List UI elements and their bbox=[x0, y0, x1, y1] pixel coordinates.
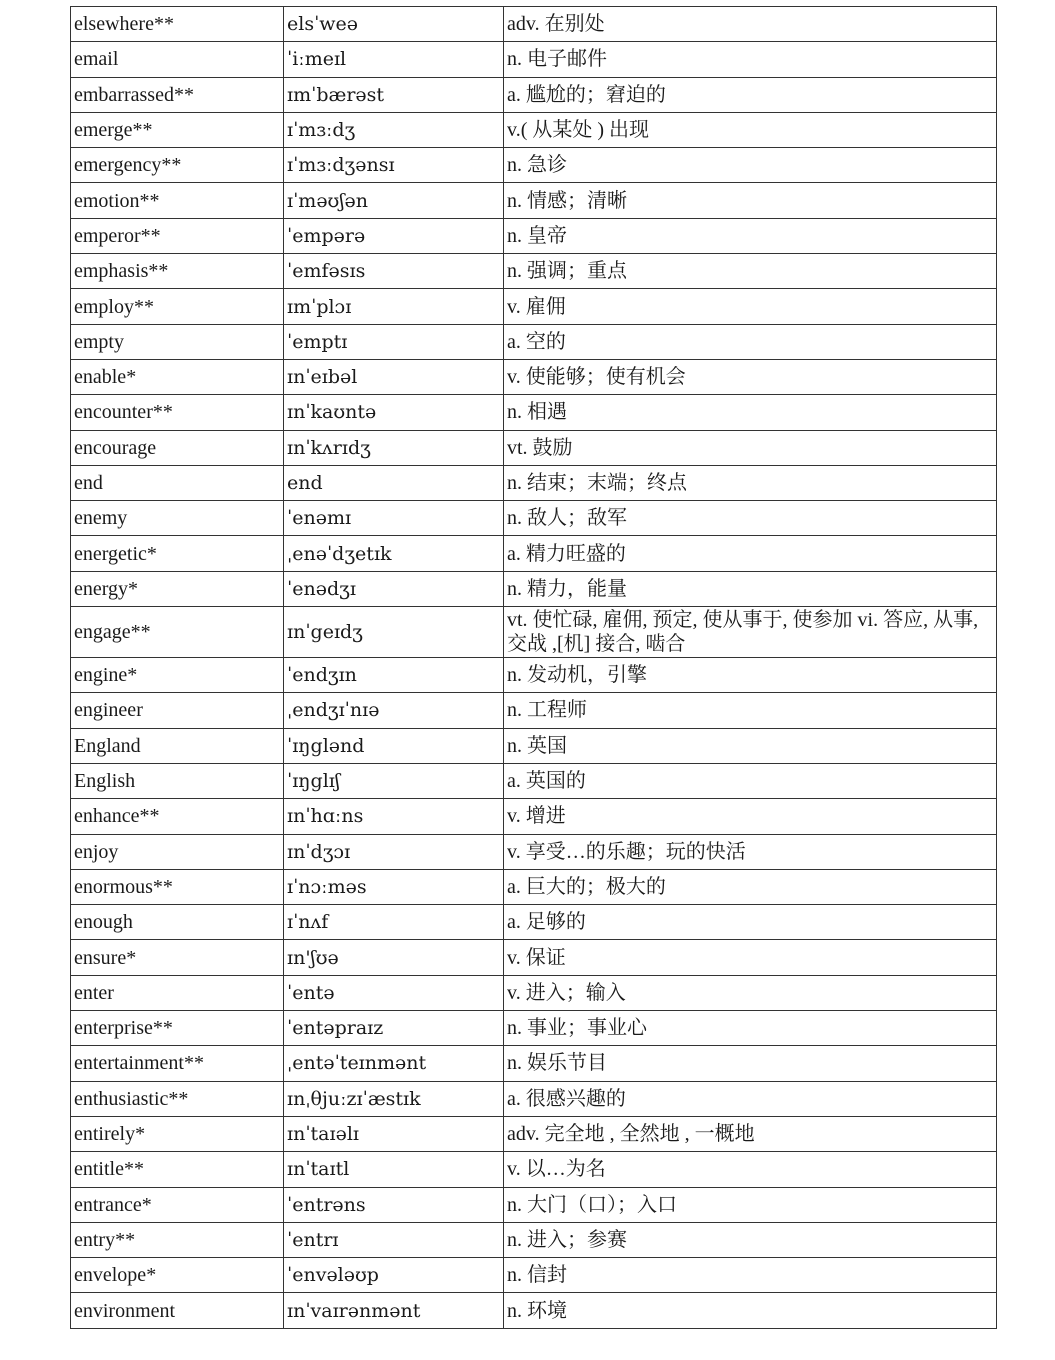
table-row bbox=[71, 254, 997, 289]
phonetic-cell: ɪˈmɜːdʒənsɪ bbox=[284, 148, 504, 183]
table-row bbox=[71, 607, 997, 658]
definition-cell: n. 电子邮件 bbox=[504, 42, 997, 77]
word-cell: entrance* bbox=[71, 1187, 284, 1222]
word-cell: emotion** bbox=[71, 183, 284, 218]
phonetic-cell: ˌendʒɪˈnɪə bbox=[284, 693, 504, 728]
phonetic-cell: ˈendʒɪn bbox=[284, 658, 504, 693]
word-cell: energetic* bbox=[71, 536, 284, 571]
word-cell: encourage bbox=[71, 430, 284, 465]
definition-cell: n. 相遇 bbox=[504, 395, 997, 430]
vocabulary-table-body bbox=[71, 7, 997, 1329]
phonetic-cell: ˌenəˈdʒetɪk bbox=[284, 536, 504, 571]
phonetic-cell: ˈentrəns bbox=[284, 1187, 504, 1222]
table-row bbox=[71, 183, 997, 218]
definition-cell: n. 发动机，引擎 bbox=[504, 658, 997, 693]
word-cell: engine* bbox=[71, 658, 284, 693]
table-row bbox=[71, 1081, 997, 1116]
table-row bbox=[71, 571, 997, 606]
table-row bbox=[71, 395, 997, 430]
table-row bbox=[71, 1258, 997, 1293]
definition-cell: v. 使能够；使有机会 bbox=[504, 359, 997, 394]
table-row bbox=[71, 465, 997, 500]
word-cell: enter bbox=[71, 975, 284, 1010]
table-row bbox=[71, 536, 997, 571]
definition-cell: n. 进入；参赛 bbox=[504, 1222, 997, 1257]
definition-cell: n. 娱乐节目 bbox=[504, 1046, 997, 1081]
table-row bbox=[71, 763, 997, 798]
vocabulary-table bbox=[70, 6, 997, 1329]
definition-cell: v. 以…为名 bbox=[504, 1152, 997, 1187]
word-cell: elsewhere** bbox=[71, 7, 284, 42]
word-cell: employ** bbox=[71, 289, 284, 324]
table-row bbox=[71, 834, 997, 869]
word-cell: empty bbox=[71, 324, 284, 359]
word-cell: embarrassed** bbox=[71, 77, 284, 112]
phonetic-cell: ˈɪŋglənd bbox=[284, 728, 504, 763]
table-row bbox=[71, 693, 997, 728]
phonetic-cell: ˈentə bbox=[284, 975, 504, 1010]
word-cell: emperor** bbox=[71, 218, 284, 253]
phonetic-cell: ɪnˈtaɪtl bbox=[284, 1152, 504, 1187]
phonetic-cell: ɪˈmɜːdʒ bbox=[284, 112, 504, 147]
table-row bbox=[71, 905, 997, 940]
definition-cell: v. 增进 bbox=[504, 799, 997, 834]
phonetic-cell: ˈemfəsɪs bbox=[284, 254, 504, 289]
table-row bbox=[71, 289, 997, 324]
word-cell: English bbox=[71, 763, 284, 798]
phonetic-cell: ˈiːmeɪl bbox=[284, 42, 504, 77]
table-row bbox=[71, 799, 997, 834]
definition-cell: vt. 使忙碌, 雇佣, 预定, 使从事于, 使参加 vi. 答应, 从事, 交战 ,[机] 接合, 啮合 bbox=[504, 607, 997, 658]
word-cell: enable* bbox=[71, 359, 284, 394]
word-cell: enormous** bbox=[71, 869, 284, 904]
definition-cell: vt. 鼓励 bbox=[504, 430, 997, 465]
definition-cell: a. 很感兴趣的 bbox=[504, 1081, 997, 1116]
word-cell: enemy bbox=[71, 501, 284, 536]
table-row bbox=[71, 1046, 997, 1081]
definition-cell: a. 空的 bbox=[504, 324, 997, 359]
phonetic-cell: ɪˈnɔːməs bbox=[284, 869, 504, 904]
phonetic-cell: ɪnˈkʌrɪdʒ bbox=[284, 430, 504, 465]
vocabulary-sheet bbox=[70, 6, 996, 1352]
word-cell: enhance** bbox=[71, 799, 284, 834]
definition-cell: n. 事业；事业心 bbox=[504, 1011, 997, 1046]
word-cell: engineer bbox=[71, 693, 284, 728]
definition-cell: n. 敌人；敌军 bbox=[504, 501, 997, 536]
phonetic-cell: ɪnˌθjuːzɪˈæstɪk bbox=[284, 1081, 504, 1116]
table-row bbox=[71, 1293, 997, 1328]
phonetic-cell: ɪmˈbærəst bbox=[284, 77, 504, 112]
definition-cell: a. 尴尬的；窘迫的 bbox=[504, 77, 997, 112]
table-row bbox=[71, 940, 997, 975]
definition-cell: adv. 完全地 , 全然地 , 一概地 bbox=[504, 1116, 997, 1151]
definition-cell: n. 强调；重点 bbox=[504, 254, 997, 289]
phonetic-cell: elsˈweə bbox=[284, 7, 504, 42]
word-cell: enough bbox=[71, 905, 284, 940]
word-cell: enterprise** bbox=[71, 1011, 284, 1046]
phonetic-cell: ˈɪŋglɪʃ bbox=[284, 763, 504, 798]
word-cell: entirely* bbox=[71, 1116, 284, 1151]
table-row bbox=[71, 218, 997, 253]
word-cell: enjoy bbox=[71, 834, 284, 869]
phonetic-cell: ˈenvələʊp bbox=[284, 1258, 504, 1293]
word-cell: engage** bbox=[71, 607, 284, 658]
phonetic-cell: ˈemptɪ bbox=[284, 324, 504, 359]
phonetic-cell: ˈempərə bbox=[284, 218, 504, 253]
phonetic-cell: ˈenədʒɪ bbox=[284, 571, 504, 606]
phonetic-cell: ˈentrɪ bbox=[284, 1222, 504, 1257]
table-row bbox=[71, 77, 997, 112]
phonetic-cell: ɪnˈdʒɔɪ bbox=[284, 834, 504, 869]
definition-cell: v. 享受…的乐趣；玩的快活 bbox=[504, 834, 997, 869]
table-row bbox=[71, 1187, 997, 1222]
phonetic-cell: ˌentəˈteɪnmənt bbox=[284, 1046, 504, 1081]
definition-cell: a. 精力旺盛的 bbox=[504, 536, 997, 571]
phonetic-cell: ɪnˈhɑːns bbox=[284, 799, 504, 834]
definition-cell: v. 保证 bbox=[504, 940, 997, 975]
definition-cell: a. 英国的 bbox=[504, 763, 997, 798]
phonetic-cell: end bbox=[284, 465, 504, 500]
table-row bbox=[71, 501, 997, 536]
table-row bbox=[71, 430, 997, 465]
word-cell: encounter** bbox=[71, 395, 284, 430]
definition-cell: n. 工程师 bbox=[504, 693, 997, 728]
definition-cell: n. 大门（口）；入口 bbox=[504, 1187, 997, 1222]
word-cell: entry** bbox=[71, 1222, 284, 1257]
table-row bbox=[71, 1116, 997, 1151]
word-cell: emphasis** bbox=[71, 254, 284, 289]
table-row bbox=[71, 728, 997, 763]
table-row bbox=[71, 112, 997, 147]
table-row bbox=[71, 975, 997, 1010]
phonetic-cell: ɪn'ʃʊə bbox=[284, 940, 504, 975]
definition-cell: n. 信封 bbox=[504, 1258, 997, 1293]
table-row bbox=[71, 7, 997, 42]
definition-cell: a. 巨大的；极大的 bbox=[504, 869, 997, 904]
word-cell: email bbox=[71, 42, 284, 77]
table-row bbox=[71, 1011, 997, 1046]
word-cell: emerge** bbox=[71, 112, 284, 147]
definition-cell: n. 环境 bbox=[504, 1293, 997, 1328]
definition-cell: n. 情感；清晰 bbox=[504, 183, 997, 218]
word-cell: end bbox=[71, 465, 284, 500]
table-row bbox=[71, 1222, 997, 1257]
table-row bbox=[71, 148, 997, 183]
table-row bbox=[71, 869, 997, 904]
word-cell: ensure* bbox=[71, 940, 284, 975]
phonetic-cell: ɪmˈplɔɪ bbox=[284, 289, 504, 324]
definition-cell: v. 雇佣 bbox=[504, 289, 997, 324]
word-cell: envelope* bbox=[71, 1258, 284, 1293]
phonetic-cell: ɪnˈvaɪrənmənt bbox=[284, 1293, 504, 1328]
definition-cell: a. 足够的 bbox=[504, 905, 997, 940]
table-row bbox=[71, 658, 997, 693]
phonetic-cell: ɪˈməʊʃən bbox=[284, 183, 504, 218]
word-cell: enthusiastic** bbox=[71, 1081, 284, 1116]
definition-cell: n. 急诊 bbox=[504, 148, 997, 183]
definition-cell: adv. 在别处 bbox=[504, 7, 997, 42]
phonetic-cell: ɪnˈeɪbəl bbox=[284, 359, 504, 394]
word-cell: England bbox=[71, 728, 284, 763]
definition-cell: v.( 从某处 ) 出现 bbox=[504, 112, 997, 147]
word-cell: energy* bbox=[71, 571, 284, 606]
definition-cell: n. 精力，能量 bbox=[504, 571, 997, 606]
word-cell: entitle** bbox=[71, 1152, 284, 1187]
word-cell: environment bbox=[71, 1293, 284, 1328]
definition-cell: v. 进入；输入 bbox=[504, 975, 997, 1010]
word-cell: entertainment** bbox=[71, 1046, 284, 1081]
phonetic-cell: ˈenəmɪ bbox=[284, 501, 504, 536]
phonetic-cell: ˈentəpraɪz bbox=[284, 1011, 504, 1046]
table-row bbox=[71, 359, 997, 394]
definition-cell: n. 英国 bbox=[504, 728, 997, 763]
phonetic-cell: ɪˈnʌf bbox=[284, 905, 504, 940]
table-row bbox=[71, 42, 997, 77]
definition-cell: n. 皇帝 bbox=[504, 218, 997, 253]
phonetic-cell: ɪnˈkaʊntə bbox=[284, 395, 504, 430]
phonetic-cell: ɪnˈtaɪəlɪ bbox=[284, 1116, 504, 1151]
table-row bbox=[71, 324, 997, 359]
definition-cell: n. 结束；末端；终点 bbox=[504, 465, 997, 500]
table-row bbox=[71, 1152, 997, 1187]
phonetic-cell: ɪnˈgeɪdʒ bbox=[284, 607, 504, 658]
word-cell: emergency** bbox=[71, 148, 284, 183]
